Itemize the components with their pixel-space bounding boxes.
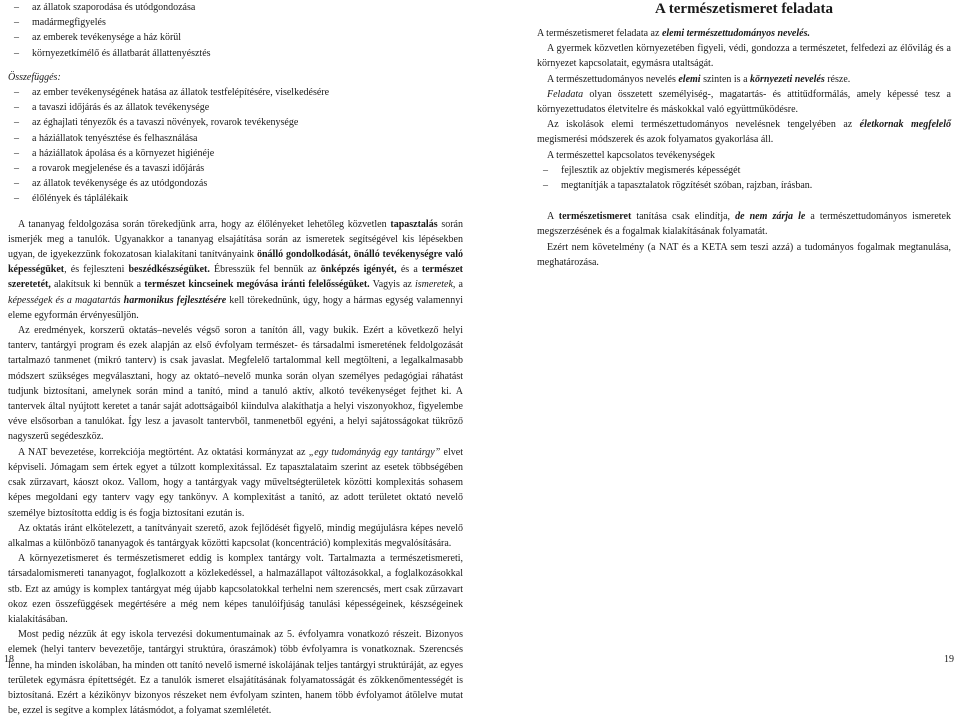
list-item: – a rovarok megjelenése és a tavaszi időjárás — [8, 161, 463, 176]
paragraph: Az iskolások elemi természettudományos nevelésnek tengelyében az életkornak megfelelő megismerési módszerek és azok folyamatos gyakorlása áll. — [537, 119, 951, 146]
list-item: – az éghajlati tényezők és a tavaszi növények, rovarok tevékenysége — [8, 115, 463, 130]
osszefugges-label: Összefüggés: — [8, 71, 61, 83]
list-item: – élőlények és táplálékaik — [8, 191, 463, 206]
page-title: A természetismeret feladata — [655, 1, 833, 17]
paragraph: A gyermek közvetlen környezetében figyeli, védi, gondozza a természetet, felfedezi az élővilág és a környezet kapcsolatait, egymásra utaltságát. — [537, 43, 951, 70]
list-item: – az ember tevékenységének hatása az állatok testfelépítésére, viselkedésére — [8, 85, 463, 100]
page-number-right: 19 — [944, 654, 954, 665]
page-number-left: 18 — [4, 654, 14, 665]
topic-list — [8, 0, 463, 61]
list-item: – környezetkímélő és állatbarát állattenyésztés — [8, 46, 463, 61]
paragraph: A természetismeret feladata az elemi természettudományos nevelés. — [537, 28, 810, 39]
list-item: – a háziállatok ápolása és a környezet higiénéje — [8, 146, 463, 161]
list-item: – az állatok szaporodása és utódgondozása — [8, 0, 463, 15]
paragraph: Az oktatás iránt elkötelezett, a tanítványait szerető, azok fejlődését figyelő, mindig megújulásra képes nevelő alkalmas a különböző tananyagok és tantárgyak közötti kapcsolat (koncentráció) komplexitás megvalósítására. — [8, 522, 463, 549]
list-item: – megtanítják a tapasztalatok rögzítését szóban, rajzban, írásban. — [537, 178, 951, 193]
paragraph: A NAT bevezetése, korrekciója megtörtént. Az oktatási kormányzat az „egy tudományág egy tantárgy” elvet képviseli. Jómagam sem értek egyet a túlzott komplexitással. Ez tapasztalataim szerint az esetek többségében csak zűrzavart, káoszt okoz. Vallom, hogy a tantárgyak vagy műveltségterületek közötti komplexitás sohasem képes megoldani egy tanterv vagy egy tankönyv. A komplexitást a tanító, az adott területet oktató nevelő személye biztosította eddig is és fogja biztosítani ezután is. — [8, 446, 463, 519]
right-page-content — [537, 0, 951, 270]
list-item: – az emberek tevékenysége a ház körül — [8, 30, 463, 45]
list-item: – az állatok tevékenysége és az utódgondozás — [8, 176, 463, 191]
left-page-content — [8, 0, 463, 718]
paragraph: Ezért nem követelmény (a NAT és a KETA sem teszi azzá) a tudományos fogalmak megtanulása, meghatározása. — [537, 241, 951, 268]
paragraph: Most pedig nézzük át egy iskola tervezési dokumentumainak az 5. évfolyamra vonatkozó részeit. Bizonyos elemek (helyi tanterv bevezetője, tantárgyi struktúra, óraszámok) több évfolyamra is vonatkoznak. Szerencsés lenne, ha minden iskolában, ha minden ott tanító nevelő ismerné iskolájának teljes tantárgyi struktúráját, az egyes területek egymásra építettségét. Ez a tanulók ismeret elsajátításának folyamatosságát és zökkenőmentességét is biztosítaná. Ezért a kézikönyv bizonyos részeket nem évfolyam szinten, hanem több évfolyamot átölelve mutat be, ezzel is segítve a komplex látásmódot, a folyamat szemléletét. — [8, 629, 463, 717]
paragraph: Az eredmények, korszerű oktatás–nevelés végső soron a tanítón áll, vagy bukik. Ezért a következő helyi tanterv, tantárgyi program és ezek alapján az első évfolyam természet- és társadalmi ismeretének feldolgozását tartalmazó tanmenet (mikró tanterv) is csak javaslat. Megfelelő tartalommal kell megtölteni, a legalkalmasabb módszert szükséges megválasztani, hogy az oktató–nevelő munka során olyan személyes pedagógiai ráhatást tudjunk biztosítani, amelynek során mind a tanító, mind a tanuló aktív, alkotó tevékenységet fejthet ki. A tantervek által nyújtott keretet a tanár saját adottságaiból kiindulva alakíthatja a helyi viszonyokhoz, figyelembe véve elsősorban a tanulókat. Így lesz a javasolt tantervből, tanmenetből egyéni, a helyi sajátosságokat tükröző nagyszerű segédeszköz. — [8, 325, 463, 443]
list-item: – a háziállatok tenyésztése és felhasználása — [8, 131, 463, 146]
paragraph: A természettel kapcsolatos tevékenységek — [547, 149, 715, 161]
activity-list — [537, 163, 951, 193]
paragraph: A természettudományos nevelés elemi szinten is a környezeti nevelés része. — [547, 73, 851, 85]
list-item: – madármegfigyelés — [8, 15, 463, 30]
paragraph: A természetismeret tanítása csak elindítja, de nem zárja le a természettudományos ismeretek megszerzésének és a fogalmak kialakításának folyamatát. — [537, 211, 951, 238]
paragraph: Feladata olyan összetett személyiség-, magatartás- és attitűdformálás, amely képessé tesz a környezettudatos életvitelre és máskokkal való együttműködésre. — [537, 88, 951, 116]
paragraph: A környezetismeret és természetismeret eddig is komplex tantárgy volt. Tartalmazta a természetismereti, társadalomismereti tananyagot, foglalkozott a közlekedéssel, a halmazállapot változásokkal, a foglalkozásokkal stb. Ezt az amúgy is komplex tantárgyat még újabb kapcsolatokkal terhelni nem szerencsés, mert csak zűrzavart okoz ezen összefüggések megértésére a még nem képes tanulóifjúság tanulási képességeinek, készségeinek kialakításában. — [8, 553, 463, 625]
list-item: – fejlesztik az objektív megismerés képességét — [537, 163, 951, 178]
osszefugges-list — [8, 85, 463, 207]
paragraph: A tananyag feldolgozása során törekedjünk arra, hogy az élőlényeket lehetőleg közvetlen tapasztalás során ismerjék meg a tanulók. Ugyanakkor a tananyag elsajátítása során az ismeretek segítségével kis lépésekben ugyan, de igyekezzünk fokozatosan kialakítani tanítványaink önálló gondolkodását, önálló tevékenységre való képességüket, és fejleszteni beszédkészségüket. Ébresszük fel bennük az önképzés igényét, és a természet szeretetét, alakítsuk ki bennük a természet kincseinek megóvása iránti felelősségüket. Vagyis az ismeretek, a képességek és a magatartás harmonikus fejlesztésére kell törekednünk, úgy, hogy a hármas egység valamennyi eleme egyformán érvényesüljön. — [8, 218, 463, 321]
list-item: – a tavaszi időjárás és az állatok tevékenysége — [8, 100, 463, 115]
